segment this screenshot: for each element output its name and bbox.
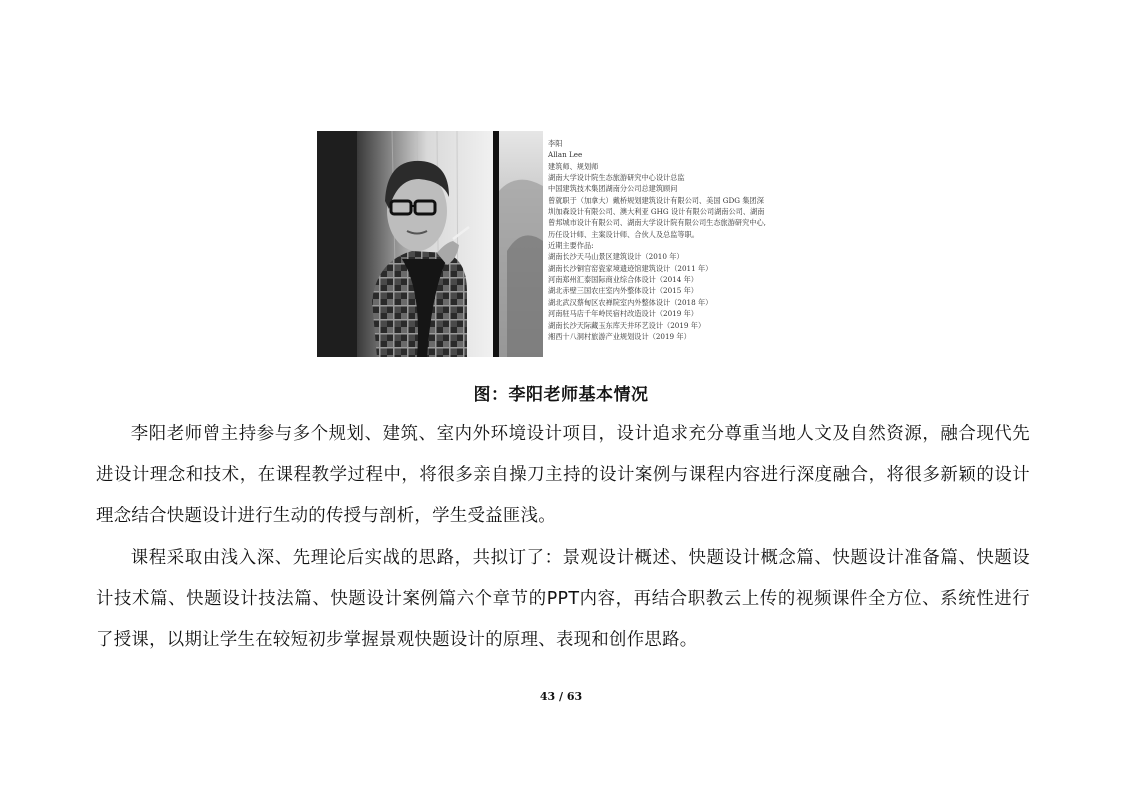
bio-line: 圳加森设计有限公司、澳大利亚 GHG 设计有限公司湖南公司、湖南 — [548, 207, 765, 217]
bio-line: 湖南长沙铜官窑瓷家境遗迹馆建筑设计（2011 年） — [548, 263, 713, 273]
bio-line: 河南驻马店千年岭民宿村改造设计（2019 年） — [548, 309, 698, 319]
bio-line: 曾就职于（加拿大）戴桥规划建筑设计有限公司、美国 GDG 集团深 — [548, 195, 764, 205]
bio-line: 湘西十八洞村旅游产业规划设计（2019 年） — [548, 331, 691, 341]
bio-line: 湖北武汉蔡甸区农禅院室内外整体设计（2018 年） — [548, 297, 713, 307]
bio-line: Allan Lee — [548, 150, 583, 160]
body-paragraph-2: 课程采取由浅入深、先理论后实战的思路，共拟订了：景观设计概述、快题设计概念篇、快题设计准备篇、快题设计技术篇、快题设计技法篇、快题设计案例篇六个章节的PPT内容，再结合职教云上传的视频课件全方位、系统性进行了授课，以期让学生在较短初步掌握景观快题设计的原理、表现和创作思路。 — [96, 548, 1030, 650]
bio-line: 中国建筑技术集团湖南分公司总建筑顾问 — [548, 184, 678, 194]
bio-line: 曾邦城市设计有限公司、湖南大学设计院有限公司生态旅游研究中心, — [548, 218, 766, 228]
bio-line: 湖南长沙天际藏玉东库天井环艺设计（2019 年） — [548, 320, 706, 330]
bio-line: 建筑师、规划师 — [548, 161, 599, 171]
bio-line: 历任设计师、主案设计师、合伙人及总监等职。 — [548, 229, 699, 239]
bio-line: 李阳 — [548, 139, 563, 148]
bio-line: 湖南大学设计院生态旅游研究中心设计总监 — [548, 173, 685, 183]
page-number: 43 / 63 — [539, 690, 583, 703]
figure-bio-image — [317, 131, 797, 357]
bio-line: 河南郑州汇泰国际商业综合体设计（2014 年） — [548, 275, 698, 285]
figure-caption: 图：李阳老师基本情况 — [473, 385, 649, 405]
bio-line: 近期主要作品: — [548, 241, 594, 251]
portrait-photo — [317, 131, 543, 357]
body-paragraph-1: 李阳老师曾主持参与多个规划、建筑、室内外环境设计项目，设计追求充分尊重当地人文及自然资源，融合现代先进设计理念和技术，在课程教学过程中，将很多亲自操刀主持的设计案例与课程内容进行深度融合，将很多新颖的设计理念结合快题设计进行生动的传授与剖析，学生受益匪浅。 — [96, 424, 1030, 526]
bio-line: 湖南长沙天马山景区建筑设计（2010 年） — [548, 252, 684, 262]
bio-line: 湖北赤壁三国农庄室内外整体设计（2015 年） — [548, 286, 698, 296]
bio-text — [548, 138, 798, 342]
